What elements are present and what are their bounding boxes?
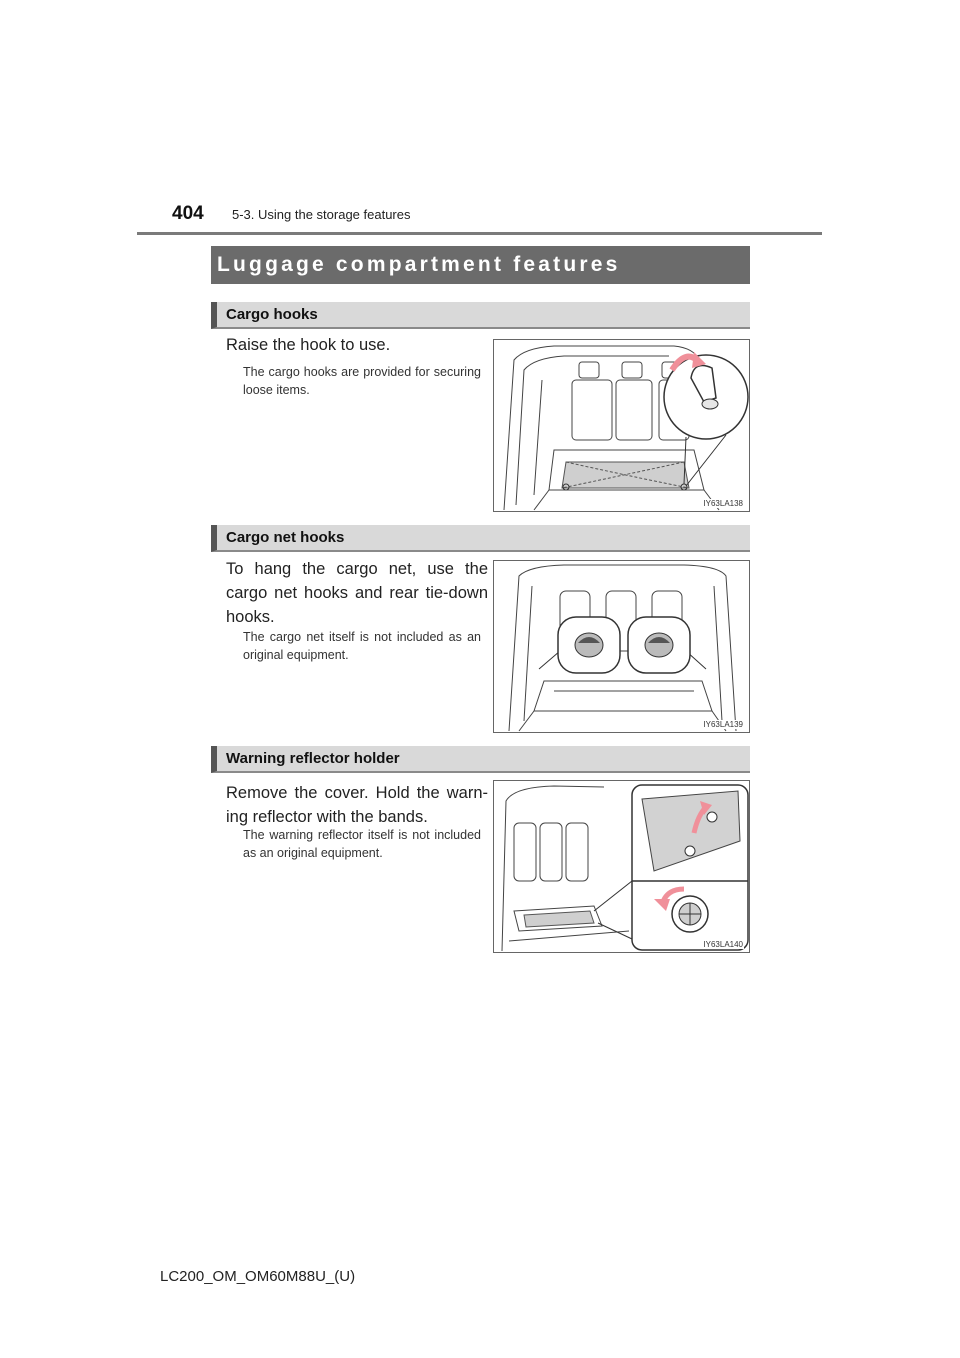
page-number: 404 xyxy=(172,203,204,224)
page-title: Luggage compartment features xyxy=(211,246,750,284)
cargo-hooks-drawing xyxy=(494,340,750,512)
warning-reflector-illustration xyxy=(493,780,750,953)
cargo-hooks-illustration xyxy=(493,339,750,512)
cargo-net-note: The cargo net itself is not included as an original equipment. xyxy=(243,630,481,662)
cargo-net-instruction-line-3: hooks. xyxy=(226,608,275,626)
cargo-net-instruction-line-1: To hang the cargo net, use the xyxy=(226,560,488,578)
cargo-net-hooks-illustration xyxy=(493,560,750,733)
cargo-hooks-instruction: Raise the hook to use. xyxy=(226,336,391,354)
section-breadcrumb: 5-3. Using the storage features xyxy=(232,207,411,222)
cargo-net-instruction-line-2: cargo net hooks and rear tie-down xyxy=(226,584,488,602)
section-heading-warning-reflector-holder: Warning reflector holder xyxy=(211,746,750,773)
figure-code: IY63LA140 xyxy=(703,940,743,949)
cargo-net-hooks-drawing xyxy=(494,561,750,733)
cargo-hooks-note: The cargo hooks are provided for securing loose items. xyxy=(243,365,481,397)
header-divider xyxy=(137,232,822,235)
figure-code: IY63LA138 xyxy=(703,499,743,508)
reflector-note: The warning reflector itself is not included as an original equipment. xyxy=(243,828,481,860)
reflector-instruction-line-1: Remove the cover. Hold the warn- xyxy=(226,784,488,802)
document-code: LC200_OM_OM60M88U_(U) xyxy=(160,1268,356,1285)
section-heading-cargo-hooks: Cargo hooks xyxy=(211,302,750,329)
warning-reflector-drawing xyxy=(494,781,750,953)
reflector-instruction-line-2: ing reflector with the bands. xyxy=(226,808,428,826)
section-heading-cargo-net-hooks: Cargo net hooks xyxy=(211,525,750,552)
figure-code: IY63LA139 xyxy=(703,720,743,729)
